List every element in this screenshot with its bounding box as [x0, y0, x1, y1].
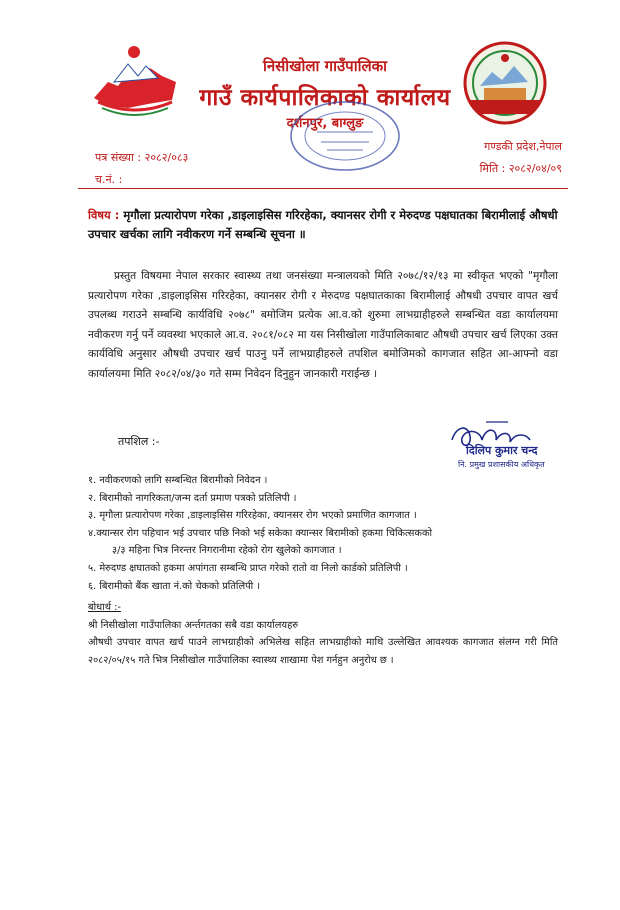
- header-divider: [78, 188, 568, 189]
- official-stamp-icon: [285, 96, 405, 174]
- list-item: २. बिरामीको नागरिकता/जन्म दर्ता प्रमाण पत्रको प्रतिलिपी ।: [88, 492, 297, 504]
- body-paragraph: प्रस्तुत विषयमा नेपाल सरकार स्वास्थ्य तथा जनसंख्या मन्त्रालयको मिति २०७८/१२/१३ मा स्वीकृत भएको "मृगौला प्रत्यारोपण गरेका ,डाइलाइसिस गरिरहेका, क्यानसर रोगी र मेरुदण्ड पक्षघातकाका बिरामीलाई औषधी उपचार वापत खर्च उपलब्ध गराउने सम्बन्धि कार्यविधि २०७८" बमोजिम प्रत्येक आ.व.को शुरुमा लाभग्राहीहरुले सम्बन्धित वडा कार्यालयमा नवीकरण गर्नु पर्ने व्यवस्था भएकाले आ.व. २०८१/०८२ मा यस निसीखोला गाउँपालिकाबाट औषधी उपचार खर्च लिएका उक्त कार्यविधि अनुसार औषधी उपचार खर्च पाउनु पर्ने लाभग्राहीहरुले तपशिल बमोजिमको कागजात सहित आ-आफ्नो वडा कार्यालयमा मिति २०८२/०४/३० गते सम्म निवेदन दिनुहुन जानकारी गराईन्छ ।: [88, 270, 558, 380]
- signatory-name: दिलिप कुमार चन्द: [466, 444, 538, 457]
- reference-block: [95, 147, 188, 191]
- subject-text: मृगौला प्रत्यारोपण गरेका ,डाइलाइसिस गरिरहेका, क्यानसर रोगी र मेरुदण्ड पक्षघातका बिरामीलाई औषधी उपचार खर्चका लागि नवीकरण गर्ने सम्बन्धि सूचना ॥: [88, 208, 558, 241]
- dispatch-number: च.नं. :: [95, 173, 123, 186]
- cc-label: बोधार्थ :-: [88, 602, 121, 613]
- municipality-logo-icon: [462, 40, 548, 126]
- list-item: ५. मेरुदण्ड क्षघातको हकमा अपांगता सम्बन्धि प्राप्त गरेको रातो वा निलो कार्डको प्रतिलिपी ।: [88, 562, 408, 574]
- signatory-title: नि. प्रमुख प्रशासकीय अधिकृत: [458, 460, 545, 469]
- details-label: तपशिल :-: [118, 435, 160, 448]
- list-item: ६. बिरामीको बैंक खाता नं.को चेकको प्रतिलिपी ।: [88, 580, 261, 592]
- list-item: ३. मृगौला प्रत्यारोपण गरेका ,डाइलाइसिस गरिरहेका, क्यानसर रोग भएको प्रमाणित कागजात ।: [88, 510, 417, 522]
- cc-recipient: श्री निसीखोला गाउँपालिका अर्न्तगतका सबै वडा कार्यालयहरु: [88, 619, 299, 631]
- nepal-emblem-icon: [88, 38, 182, 120]
- municipality-name: निसीखोला गाउँपालिका: [262, 57, 388, 75]
- letter-number: पत्र संख्या : २०८२/०८३: [95, 151, 189, 164]
- letter-date: मिति : २०८२/०४/०९: [479, 162, 562, 175]
- cc-note: औषधी उपचार वापत खर्च पाउने लाभग्राहीको अभिलेख सहित लाभग्राहीको माथि उल्लेखित आवश्यक कागजात संलग्न गरी मिति २०८२/०५/१५ गते भित्र निसीखोल गाउँपालिका स्वास्थ्य शाखामा पेश गर्नहुन अनुरोध छ ।: [88, 637, 558, 666]
- province-label: गण्डकी प्रदेश,नेपाल: [484, 140, 562, 153]
- subject-label: विषय :: [88, 208, 120, 222]
- office-name: गाउँ कार्यपालिकाको कार्यालय: [199, 85, 451, 111]
- list-item: ४.क्यान्सर रोग पहिचान भई उपचार पछि निको भई सकेका क्यान्सर बिरामीको हकमा चिकित्सकको: [88, 527, 433, 539]
- date-block: [452, 136, 562, 180]
- details-list: [88, 472, 568, 595]
- office-location: दर्शनपुर, बाग्लुङ: [286, 116, 364, 131]
- list-item: १. नवीकरणको लागि सम्बन्धित बिरामीको निवेदन ।: [88, 475, 268, 486]
- cc-section: [88, 599, 558, 669]
- subject: [88, 206, 558, 244]
- list-item: ३/३ महिना भित्र निरन्तर निगरानीमा रहेको रोग खुलेको कागजात ।: [112, 545, 342, 557]
